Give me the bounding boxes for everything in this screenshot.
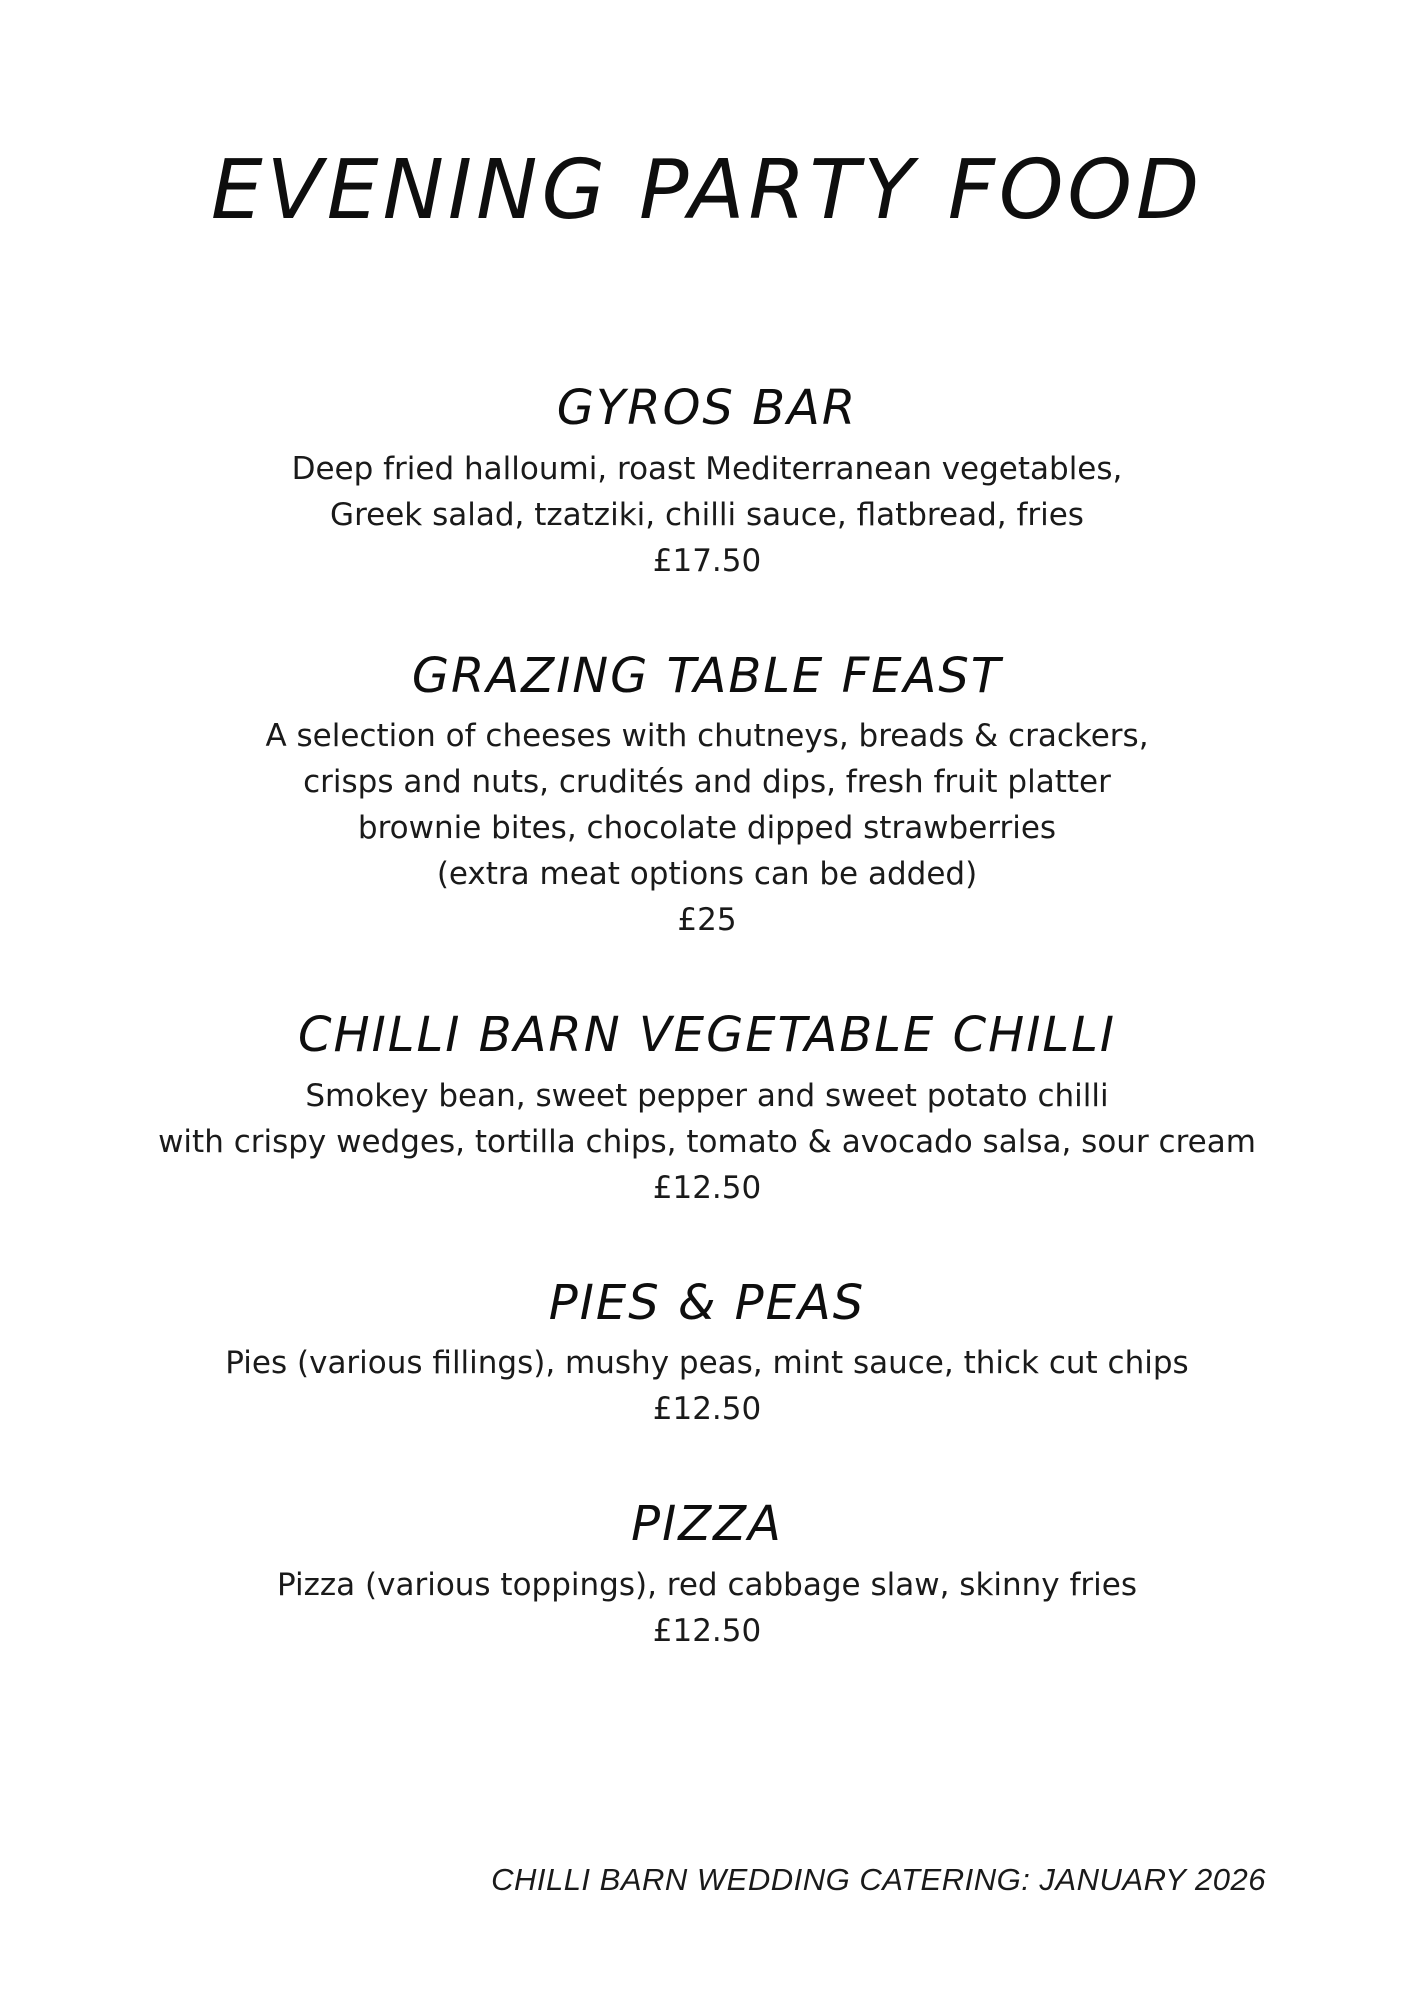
page-title: EVENING PARTY FOOD xyxy=(210,143,1204,238)
description-line: crisps and nuts, crudités and dips, fresh fruit platter xyxy=(303,764,1111,801)
section-title: CHILLI BARN VEGETABLE CHILLI xyxy=(297,1007,1117,1064)
menu-section-gyros-bar xyxy=(0,380,1414,584)
price: £17.50 xyxy=(652,542,762,579)
description-line: Smokey bean, sweet pepper and sweet potato chilli xyxy=(305,1077,1109,1114)
price: £12.50 xyxy=(652,1391,762,1428)
description-line: brownie bites, chocolate dipped strawberries xyxy=(357,810,1057,847)
price: £12.50 xyxy=(652,1612,762,1649)
section-title: PIZZA xyxy=(631,1496,783,1553)
description-line: Pies (various fillings), mushy peas, mint sauce, thick cut chips xyxy=(225,1345,1189,1382)
menu-section-pies-and-peas xyxy=(0,1275,1414,1433)
description-line: with crispy wedges, tortilla chips, tomato & avocado salsa, sour cream xyxy=(158,1123,1256,1160)
section-title: PIES & PEAS xyxy=(548,1274,866,1331)
menu-section-pizza xyxy=(0,1496,1414,1654)
section-title: GYROS BAR xyxy=(556,380,858,436)
price: £12.50 xyxy=(652,1169,762,1206)
footer-caption: CHILLI BARN WEDDING CATERING: JANUARY 2026 xyxy=(491,1862,1266,1897)
menu-section-grazing-table-feast xyxy=(0,648,1414,944)
menu-list xyxy=(0,380,1414,1718)
description-line: Pizza (various toppings), red cabbage slaw, skinny fries xyxy=(277,1566,1137,1603)
price: £25 xyxy=(677,902,737,939)
section-title: GRAZING TABLE FEAST xyxy=(411,647,1003,704)
description-line: A selection of cheeses with chutneys, breads & crackers, xyxy=(265,718,1149,755)
description-line: Deep fried halloumi, roast Mediterranean vegetables, xyxy=(291,450,1123,487)
menu-section-vegetable-chilli xyxy=(0,1007,1414,1211)
description-line: (extra meat options can be added) xyxy=(436,856,978,893)
description-line: Greek salad, tzatziki, chilli sauce, flatbread, fries xyxy=(330,496,1084,533)
